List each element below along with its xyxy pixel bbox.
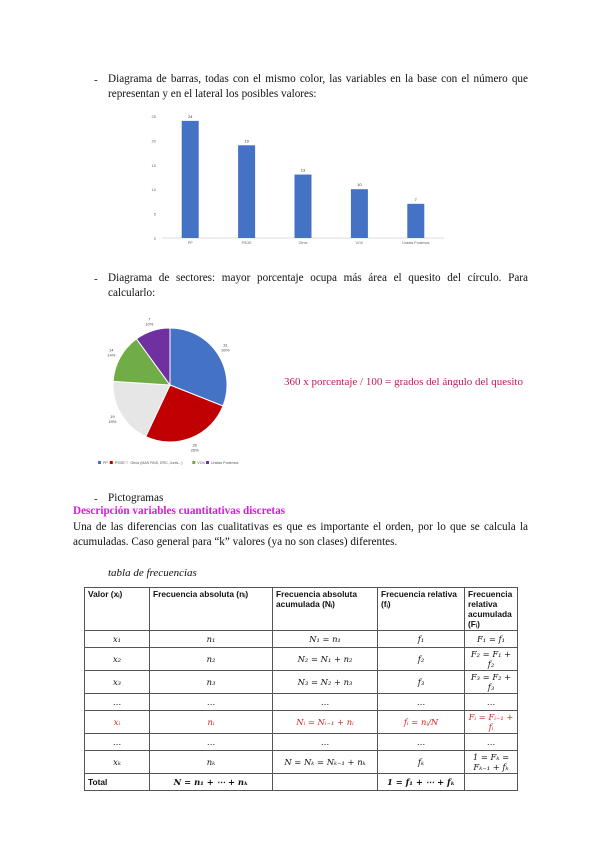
header-valor: Valor (xᵢ) (85, 588, 150, 631)
legend-label: PSOE (114, 461, 125, 465)
total-label: Total (85, 774, 150, 791)
cell: … (150, 734, 273, 751)
y-tick-label: 5 (153, 211, 156, 217)
cell: 1 = Fₖ = Fₖ₋₁ + fₖ (465, 751, 518, 774)
x-tick-label: PP (187, 241, 193, 245)
slice-percent-label: 14% (107, 352, 116, 358)
cell: f₃ (378, 671, 465, 694)
legend-swatch (110, 461, 113, 464)
cell: x₂ (85, 648, 150, 671)
angle-formula: 360 x porcentaje / 100 = grados del ángulo del quesito (284, 376, 523, 388)
slice-value-label: 7 (148, 316, 151, 322)
cell: x₃ (85, 671, 150, 694)
pie-chart (98, 306, 278, 472)
legend-swatch (206, 461, 209, 464)
legend-swatch (98, 461, 101, 464)
table-row (85, 751, 518, 774)
table-row-highlight (85, 711, 518, 734)
bar-bullet-dash: - (94, 74, 98, 86)
cell: F₂ = F₁ + f₂ (465, 648, 518, 671)
y-tick-label: 20 (151, 138, 156, 144)
cell: xᵢ (85, 711, 150, 734)
cell: … (85, 694, 150, 711)
table-row (85, 734, 518, 751)
cell: … (273, 734, 378, 751)
cell: … (150, 694, 273, 711)
y-tick-label: 0 (153, 236, 156, 241)
slice-value-label: 19 (110, 414, 115, 420)
header-frec-rel-acum: Frecuencia relativa acumulada (Fᵢ) (465, 588, 518, 631)
cell: N₃ = N₂ + n₃ (273, 671, 378, 694)
table-row (85, 671, 518, 694)
bar-value-label: 10 (357, 182, 362, 188)
cell: … (465, 694, 518, 711)
cell: … (85, 734, 150, 751)
frequency-table (84, 587, 518, 791)
cell: … (465, 734, 518, 751)
x-tick-label: Unidas Podemos (402, 241, 430, 245)
cell: F₃ = F₂ + f₃ (465, 671, 518, 694)
header-frec-rel: Frecuencia relativa (fᵢ) (378, 588, 465, 631)
x-tick-label: PSOE (241, 241, 252, 245)
bar (238, 145, 255, 238)
cell: N₁ = n₁ (273, 631, 378, 648)
legend-label: Otros (MAS PAIS, ERC, Junts...) (130, 461, 183, 465)
cell: xₖ (85, 751, 150, 774)
cell: 1 = f₁ + ⋯ + fₖ (378, 774, 465, 791)
table-header-row (85, 588, 518, 631)
picto-label: Pictogramas (108, 492, 164, 504)
bar-value-label: 24 (187, 113, 193, 119)
bar-value-label: 19 (244, 138, 249, 144)
cell: … (378, 734, 465, 751)
legend-label: Unidas Podemos (211, 461, 239, 465)
cell: fᵢ = nᵢ/N (378, 711, 465, 734)
slice-percent-label: 10% (145, 321, 154, 327)
cell: n₁ (150, 631, 273, 648)
cell: n₂ (150, 648, 273, 671)
legend-label: PP (103, 461, 108, 465)
cell (465, 774, 518, 791)
slice-percent-label: 26% (190, 447, 199, 453)
cell: n₃ (150, 671, 273, 694)
bar (351, 189, 368, 238)
table-total-row (85, 774, 518, 791)
header-frec-abs-acum: Frecuencia absoluta acumulada (Nᵢ) (273, 588, 378, 631)
cell (273, 774, 378, 791)
cell: Fᵢ = Fᵢ₋₁ + fᵢ (465, 711, 518, 734)
y-tick-label: 25 (151, 114, 156, 119)
legend-label: VOX (197, 461, 205, 465)
cell: N = Nₖ = Nₖ₋₁ + nₖ (273, 751, 378, 774)
slice-value-label: 14 (109, 347, 114, 353)
x-tick-label: Otros (298, 241, 308, 245)
cell: nᵢ (150, 711, 273, 734)
picto-bullet-dash: - (94, 493, 98, 505)
cell: N₂ = N₁ + n₂ (273, 648, 378, 671)
slice-value-label: 26 (192, 442, 197, 448)
bar-chart (148, 112, 450, 252)
legend-swatch (192, 461, 195, 464)
cell: … (378, 694, 465, 711)
table-row (85, 694, 518, 711)
bar-description: Diagrama de barras, todas con el mismo color, las variables en la base con el número que representan y en el lateral los posibles valores: (108, 73, 528, 100)
cell: fₖ (378, 751, 465, 774)
slice-percent-label: 19% (108, 419, 117, 425)
cell: nₖ (150, 751, 273, 774)
cell: N = n₁ + ⋯ + nₖ (150, 774, 273, 791)
table-caption: tabla de frecuencias (108, 567, 197, 579)
cell: x₁ (85, 631, 150, 648)
bar-value-label: 7 (414, 196, 417, 202)
cell: … (273, 694, 378, 711)
bar (182, 121, 199, 238)
y-tick-label: 10 (151, 187, 156, 193)
legend-swatch (125, 461, 128, 464)
cell: Nᵢ = Nᵢ₋₁ + nᵢ (273, 711, 378, 734)
cell: f₂ (378, 648, 465, 671)
section-heading: Descripción variables cuantitativas discretas (73, 505, 286, 517)
slice-value-label: 31 (223, 342, 228, 348)
x-tick-label: VOX (355, 241, 364, 245)
pie-bullet-dash: - (94, 273, 98, 285)
bar (295, 175, 312, 238)
y-tick-label: 15 (151, 162, 156, 168)
cell: f₁ (378, 631, 465, 648)
bar-value-label: 13 (300, 167, 306, 173)
header-frec-abs: Frecuencia absoluta (nᵢ) (150, 588, 273, 631)
slice-percent-label: 30% (221, 347, 230, 353)
cell: F₁ = f₁ (465, 631, 518, 648)
section-paragraph: Una de las diferencias con las cualitativas es que es importante el orden, por lo que se calcula la acumuladas. Caso general para “k” valores (ya no son clases) diferentes. (73, 521, 528, 548)
table-row (85, 648, 518, 671)
bar (407, 204, 424, 238)
table-row (85, 631, 518, 648)
pie-description: Diagrama de sectores: mayor porcentaje ocupa más área el quesito del círculo. Para calcularlo: (108, 272, 528, 299)
